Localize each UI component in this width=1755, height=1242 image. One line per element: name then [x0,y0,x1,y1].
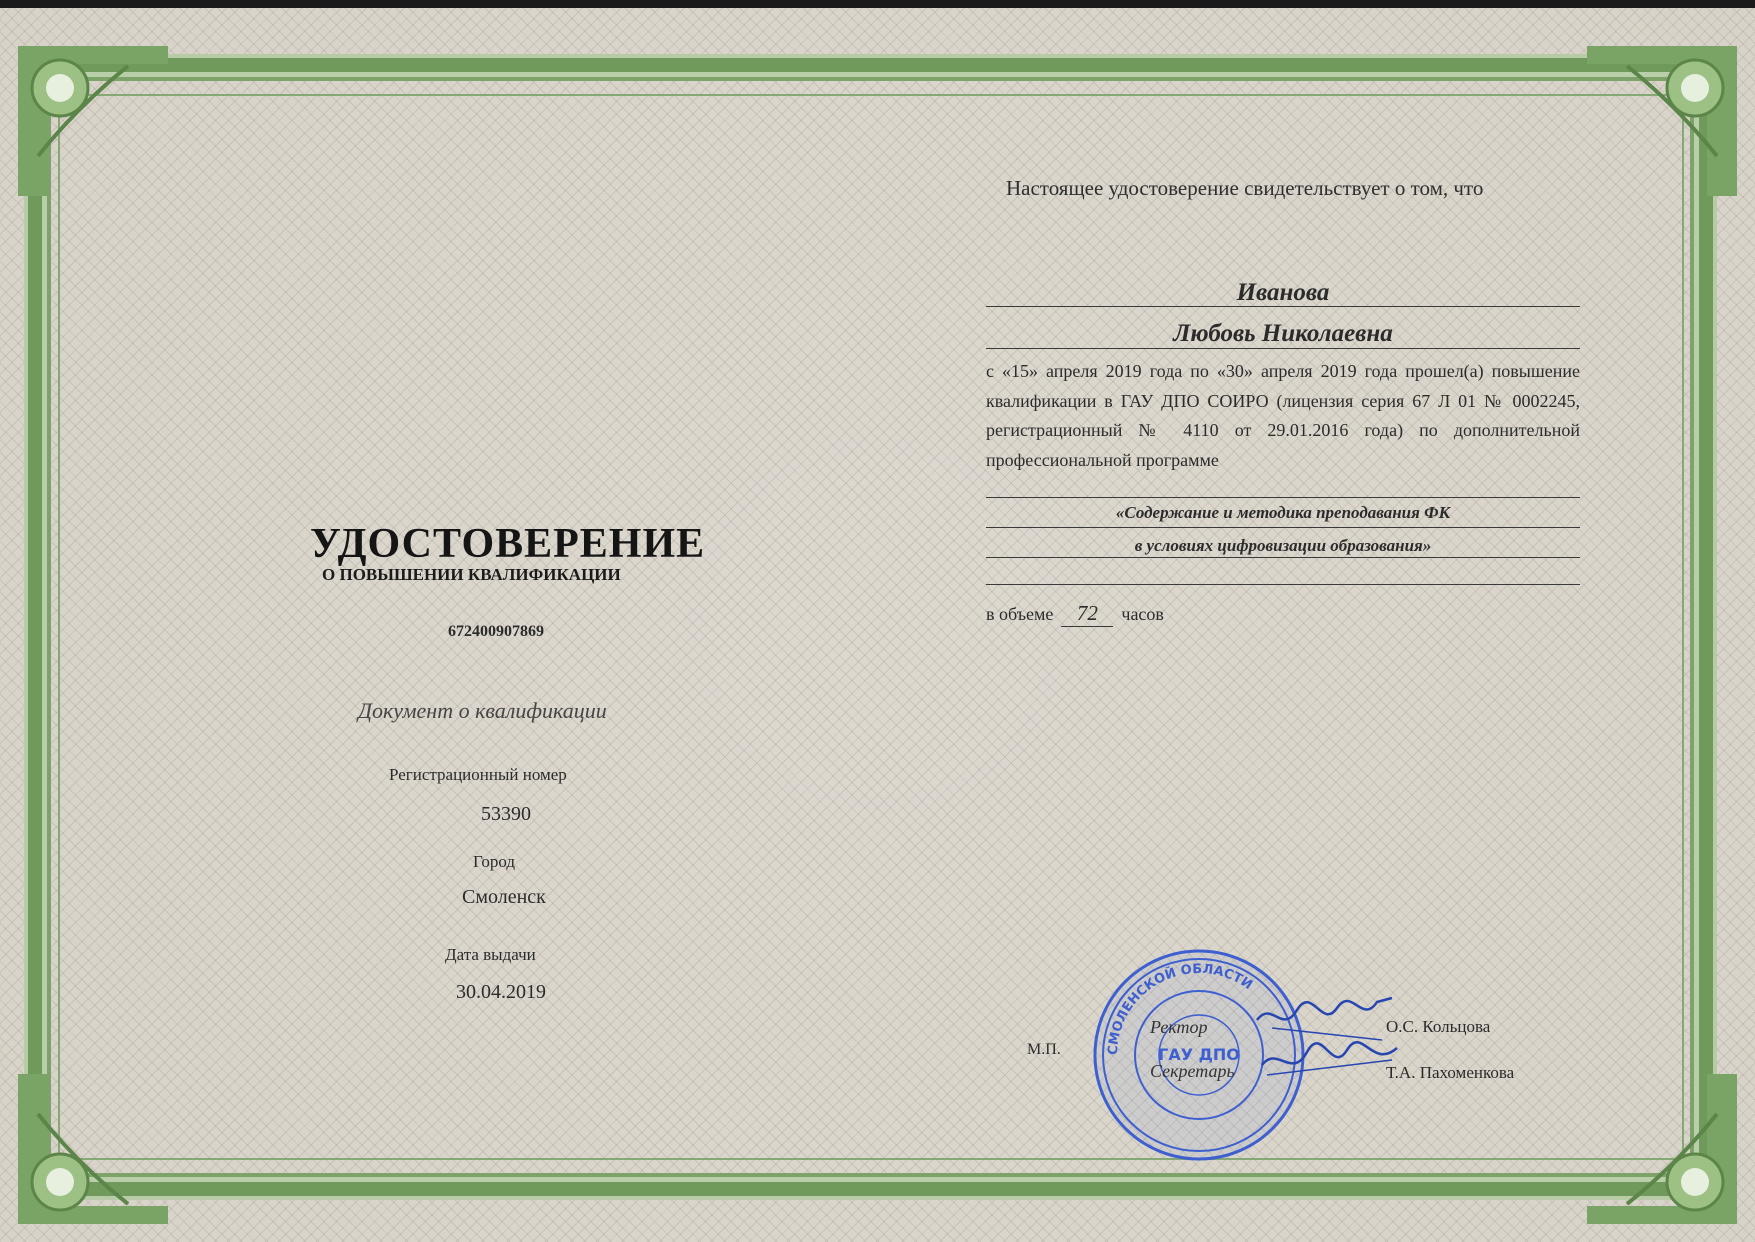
corner-ornament-icon [1587,46,1737,196]
program-name-line1: «Содержание и методика преподавания ФК [1115,503,1451,522]
secretary-name: Т.А. Пахоменкова [1386,1063,1515,1082]
hours-suffix: часов [1121,604,1164,624]
city-label: Город [473,852,515,871]
secretary-role: Секретарь [1150,1061,1235,1081]
underline [986,348,1580,349]
registration-label: Регистрационный номер [389,765,567,784]
underline [986,557,1580,558]
issue-date-label: Дата выдачи [445,945,536,964]
recipient-given-names: Любовь Николаевна [1173,320,1393,347]
seal-ring-text: СМОЛЕНСКОЙ ОБЛАСТИ [1105,961,1255,1056]
seal-place-label: М.П. [1027,1041,1061,1058]
rector-role: Ректор [1150,1017,1208,1037]
certificate-sheet [0,8,1755,1242]
certificate-subtitle: О ПОВЫШЕНИИ КВАЛИФИКАЦИИ [322,565,621,584]
hours-prefix: в объеме [986,604,1054,624]
underline [986,497,1580,498]
program-name-line2: в условиях цифровизации образования» [1134,536,1432,555]
document-number: 672400907869 [448,623,544,640]
city-value: Смоленск [462,886,546,908]
intro-text: Настоящее удостоверение свидетельствует о том, что [1006,176,1484,200]
registration-number: 53390 [481,803,531,825]
hours-line [986,601,1164,627]
document-type: Документ о квалификации [358,698,607,723]
corner-ornament-icon [18,46,168,196]
corner-ornament-icon [18,1074,168,1224]
signature-scribble-icon [1252,990,1402,1100]
hours-value: 72 [1061,601,1113,627]
recipient-surname: Иванова [1236,279,1330,306]
seal-center-text: ГАУ ДПО [1158,1045,1240,1064]
issue-date-value: 30.04.2019 [456,981,546,1003]
training-details: с «15» апреля 2019 года по «30» апреля 2019 года прошел(а) повышение квалификации в ГАУ ДПО СОИРО (лицензия серия 67 Л 01 № 0002245, регистрационный № 4110 от 29.01.2016 года) по дополнительной профессиональной программе [986,361,1580,470]
rector-name: О.С. Кольцова [1386,1017,1491,1036]
certificate-title: УДОСТОВЕРЕНИЕ [310,521,706,567]
underline [986,527,1580,528]
underline [986,584,1580,585]
corner-ornament-icon [1587,1074,1737,1224]
inner-frame-line [58,94,1684,1160]
